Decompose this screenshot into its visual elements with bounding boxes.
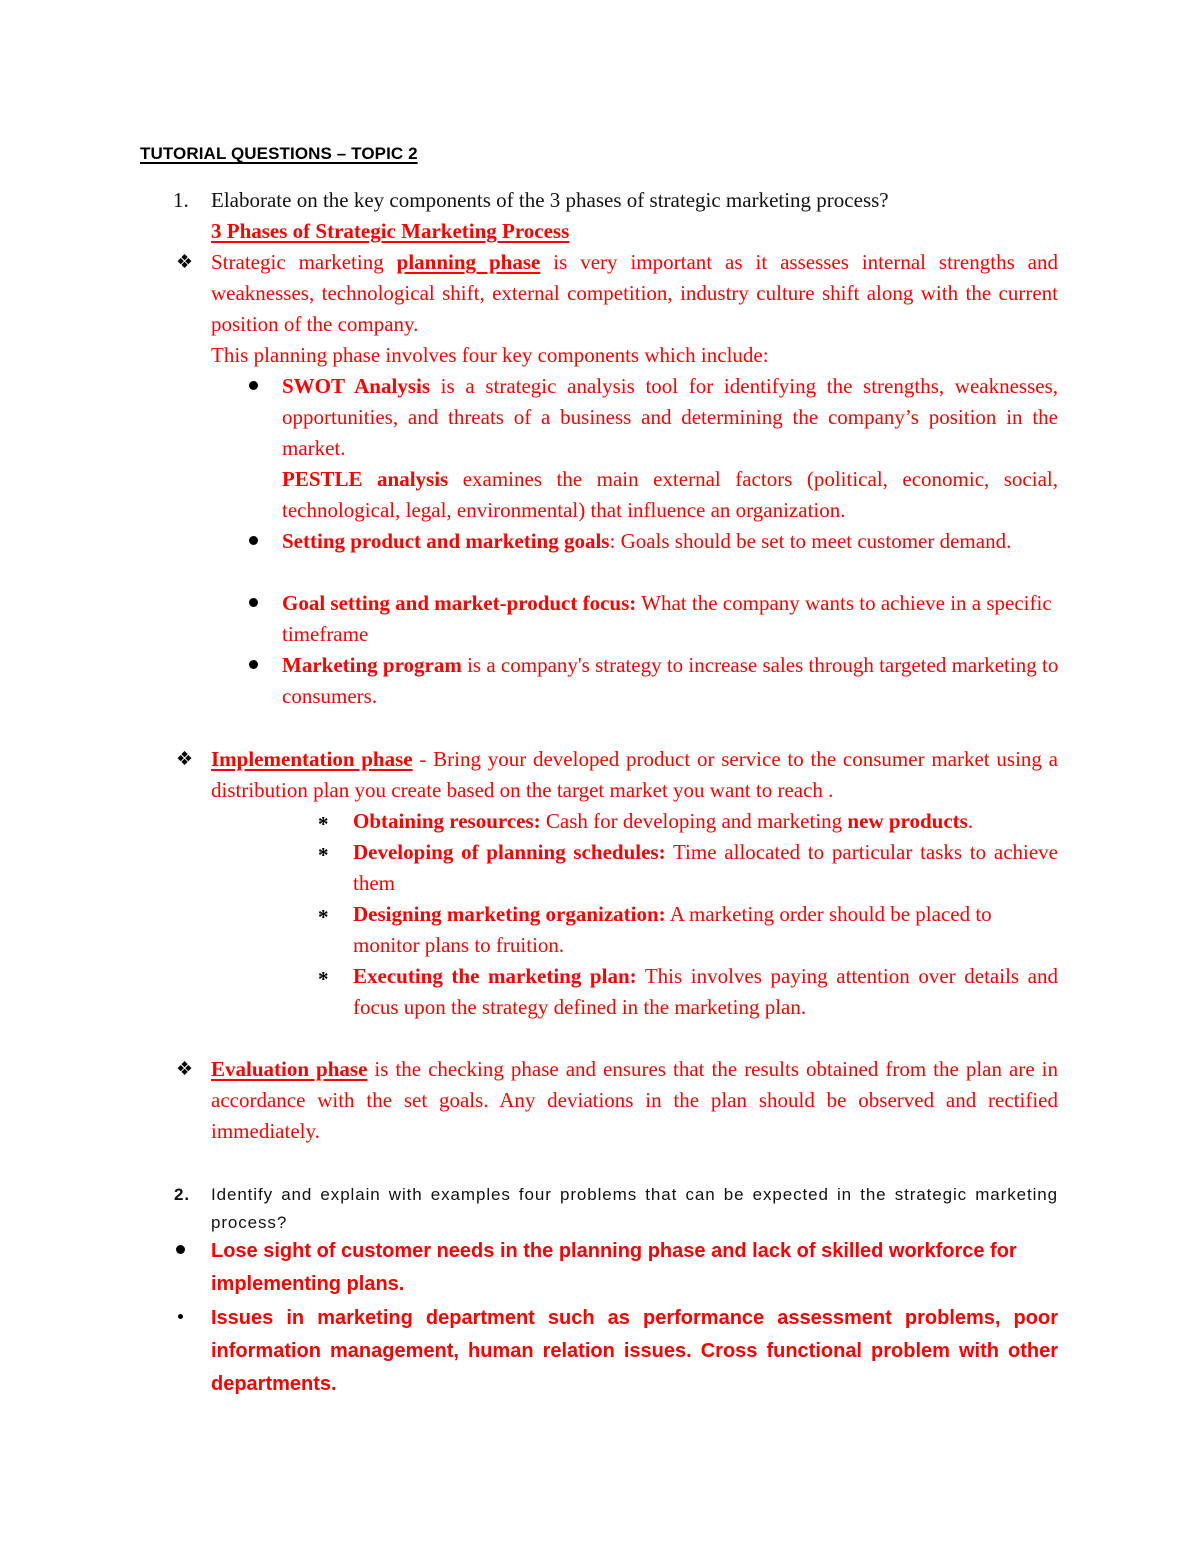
- question-2-text: Identify and explain with examples four problems that can be expected in the strategic marketing process?: [211, 1185, 1058, 1232]
- round-bullet-icon: [249, 536, 258, 545]
- marketing-program-item: Marketing program is a company's strategy to increase sales through targeted marketing to consumers.: [282, 653, 1059, 708]
- diamond-bullet-icon: ❖: [176, 749, 194, 770]
- question-2-number: 2.: [174, 1185, 190, 1204]
- small-bullet-icon: [178, 1314, 183, 1319]
- pestle-analysis-item: PESTLE analysis examines the main external factors (political, economic, social, technological, legal, environmental) that influence an organization.: [282, 467, 1058, 522]
- round-bullet-icon: [249, 381, 258, 390]
- asterisk-bullet-icon: *: [318, 905, 329, 929]
- evaluation-phase-paragraph: Evaluation phase is the checking phase and ensures that the results obtained from the plan are in accordance with the set goals. Any deviations in the plan should be observed and rectified immediately.: [211, 1057, 1058, 1143]
- swot-analysis-item: SWOT Analysis is a strategic analysis tool for identifying the strengths, weaknesses, opportunities, and threats of a business and determining the company’s position in the market.: [282, 374, 1059, 460]
- answer-2-item-2: Issues in marketing department such as performance assessment problems, poor information management, human relation issues. Cross functional problem with other departments.: [211, 1307, 1058, 1395]
- implementation-phase-paragraph: Implementation phase - Bring your developed product or service to the consumer market using a distribution plan you create based on the target market you want to reach .: [211, 747, 1058, 802]
- obtaining-resources-item: Obtaining resources: Cash for developing and marketing new products.: [353, 809, 974, 833]
- market-product-focus-item: Goal setting and market-product focus: What the company wants to achieve in a specific timeframe: [282, 591, 1052, 646]
- question-1-number: 1.: [173, 188, 189, 212]
- round-bullet-icon: [249, 660, 258, 669]
- marketing-goals-item: Setting product and marketing goals: Goals should be set to meet customer demand.: [282, 529, 1012, 553]
- asterisk-bullet-icon: *: [318, 967, 329, 991]
- asterisk-bullet-icon: *: [318, 843, 329, 867]
- planning-phase-paragraph: Strategic marketing planning phase is very important as it assesses internal strengths and weaknesses, technological shift, external competition, industry culture shift along with the current position of the company.: [211, 250, 1059, 336]
- question-1-text: Elaborate on the key components of the 3 phases of strategic marketing process?: [211, 188, 889, 212]
- asterisk-bullet-icon: *: [318, 812, 329, 836]
- marketing-organization-item: Designing marketing organization: A marketing order should be placed to monitor plans to fruition.: [353, 902, 992, 957]
- document-title: TUTORIAL QUESTIONS – TOPIC 2: [140, 144, 418, 163]
- planning-schedules-item: Developing of planning schedules: Time allocated to particular tasks to achieve them: [353, 840, 1058, 895]
- planning-phase-intro: This planning phase involves four key components which include:: [211, 343, 769, 367]
- answer-1-heading: 3 Phases of Strategic Marketing Process: [211, 219, 570, 243]
- answer-2-item-1: Lose sight of customer needs in the planning phase and lack of skilled workforce for implementing plans.: [211, 1240, 1017, 1295]
- round-bullet-icon: [249, 598, 258, 607]
- diamond-bullet-icon: ❖: [176, 252, 194, 273]
- round-bullet-icon: [176, 1245, 185, 1254]
- executing-plan-item: Executing the marketing plan: This involves paying attention over details and focus upon the strategy defined in the marketing plan.: [353, 964, 1058, 1019]
- diamond-bullet-icon: ❖: [176, 1059, 194, 1080]
